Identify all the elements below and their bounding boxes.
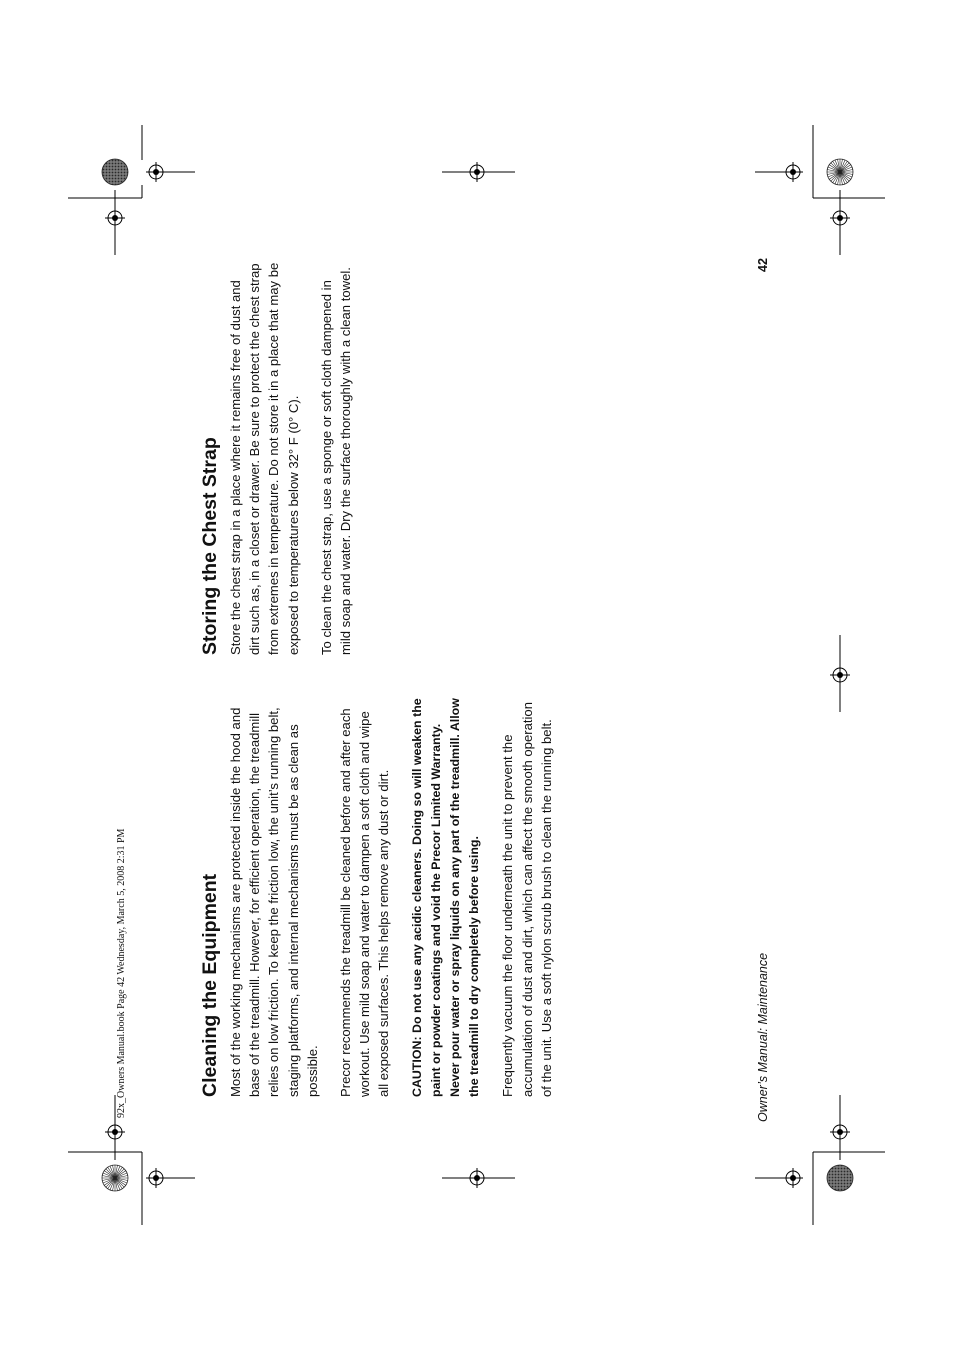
storing-heading: Storing the Chest Strap [199, 437, 221, 655]
cleaning-section [198, 697, 570, 1097]
storing-paragraph-1: Store the chest strap in a place where it remains free of dust and dirt such as, in a closet or drawer. Be sure to protect the chest strap from extremes in temperature. Do not store it in a place that may be exposed to temperatures below 32° F (0° C). [228, 262, 301, 655]
storing-paragraph-2: To clean the chest strap, use a sponge or soft cloth dampened in mild soap and water. Dry the surface thoroughly with a clean towel. [318, 267, 354, 655]
footer-section-label: Owner’s Manual: Maintenance [756, 952, 770, 1122]
page-number: 42 [756, 258, 770, 272]
printer-slug-line: 92x_Owners Manual.book Page 42 Wednesday, March 5, 2008 2:31 PM [116, 828, 127, 1118]
storing-section [198, 260, 369, 655]
cleaning-heading: Cleaning the Equipment [199, 873, 221, 1097]
cleaning-paragraph-1: Most of the working mechanisms are protected inside the hood and base of the treadmill. However, for efficient operation, the treadmill relies on low friction. To keep the friction low, the unit’s running belt, staging platforms, and internal mechanisms must be as clean as possible. [228, 707, 320, 1097]
cleaning-paragraph-3: Frequently vacuum the floor underneath the unit to prevent the accumulation of dust and dirt, which can affect the smooth operation of the unit. Use a soft nylon scrub brush to clean the running belt. [500, 702, 554, 1097]
caution-paragraph: CAUTION: Do not use any acidic cleaners. Doing so will weaken the paint or powder coatings and void the Precor Limited Warranty. Never pour water or spray liquids on any part of the treadmill. Allow the treadmill to dry completely before using. [409, 698, 482, 1097]
cleaning-paragraph-2: Precor recommends the treadmill be cleaned before and after each workout. Use mild soap and water to dampen a soft cloth and wipe all exposed surfaces. This helps remove any dust or dirt. [338, 708, 392, 1097]
